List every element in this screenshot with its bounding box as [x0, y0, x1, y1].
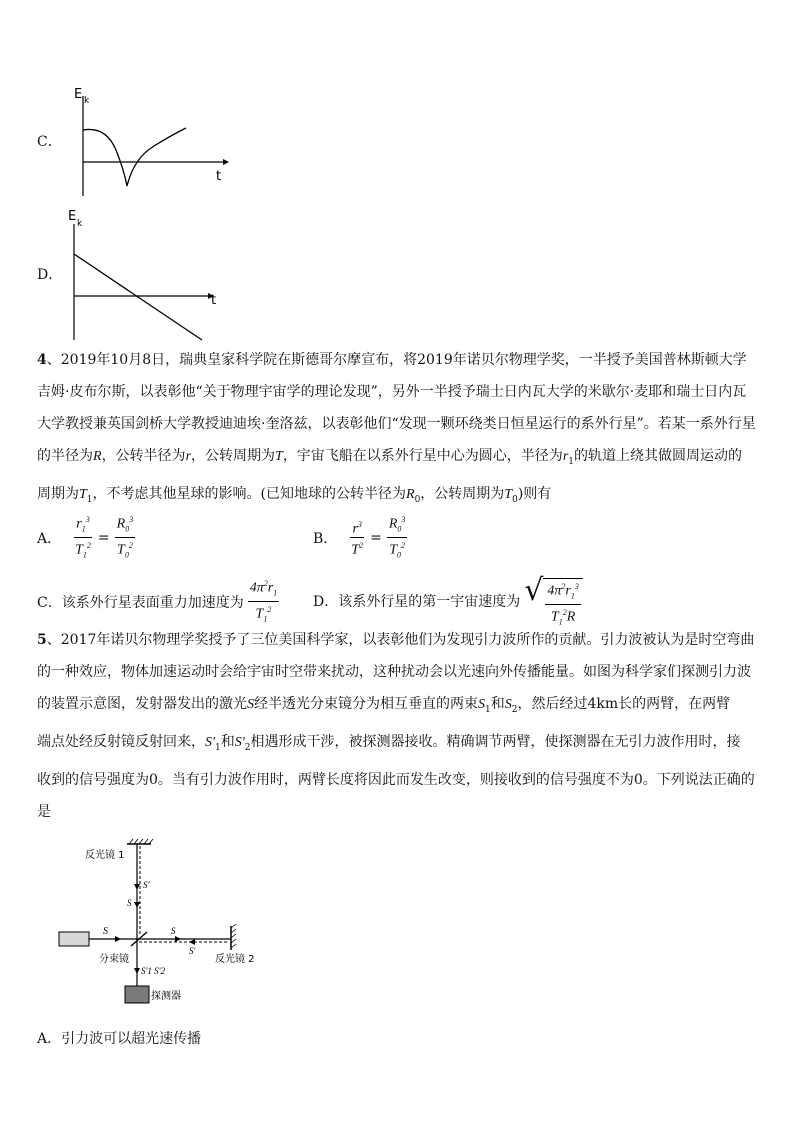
graph-d-xlabel: t — [211, 293, 217, 308]
graph-c-xlabel: t — [216, 169, 222, 184]
q4-line-2: 吉姆·皮布尔斯，以表彰他“关于物理宇宙学的理论发现”，另外一半授予瑞士日内瓦大学的米歇尔·麦耶和瑞士日内瓦 — [37, 384, 747, 400]
graph-d-line — [74, 254, 202, 340]
graph-d — [62, 206, 232, 344]
label-s1: S — [127, 898, 132, 908]
laser-emitter — [59, 932, 89, 946]
label-combined: S'1 S'2 — [141, 966, 166, 976]
q5-line-4: 端点处经反射镜反射回来，$S'_1$和$S'_2$相遇形成干涉，被探测器接收。精确调节两臂，使探测器在无引力波作用时，接 — [37, 733, 741, 753]
q4-option-a[interactable]: A． $\frac{r_1^3}{T_1^2}$ = $\frac{R_0^3}{T_0^2}$ — [37, 512, 137, 564]
graph-d-ylabel: E — [68, 209, 77, 224]
q4-line-4: 的半径为R，公转半径为r，公转周期为T，宇宙飞船在以系外行星中心为圆心，半径为$r_1$的轨道上绕其做圆周运动的 — [37, 448, 742, 467]
mirror-1-label: 反光镜 1 — [85, 850, 125, 861]
q5-line-2: 的一种效应，物体加速运动时会给宇宙时空带来扰动，这种扰动会以光速向外传播能量。如图为科学家们探测引力波 — [37, 664, 751, 680]
detector-box — [125, 986, 149, 1003]
q4-line-3: 大学教授兼英国剑桥大学教授迪迪埃·奎洛兹，以表彰他们“发现一颗环绕类日恒星运行的系外行星”。若某一系外行星 — [37, 416, 756, 432]
interferometer-diagram — [55, 836, 275, 1011]
question-4 — [37, 344, 759, 516]
label-s2: S — [171, 926, 176, 936]
label-s1-prime: S' — [143, 880, 150, 890]
graph-d-ysub: k — [77, 219, 83, 229]
q4-option-b[interactable]: B． $\frac{r^3}{T^2}$ = $\frac{R_0^3}{T_0^2}$ — [313, 512, 409, 564]
detector-label: 探测器 — [151, 991, 181, 1002]
mirror-2-label: 反光镜 2 — [215, 954, 255, 965]
label-s: S — [103, 926, 108, 937]
q4-line-1: 4、2019年10月8日，瑞典皇家科学院在斯德哥尔摩宣布，将2019年诺贝尔物理学奖，一半授予美国普林斯顿大学 — [37, 352, 747, 368]
q5-line-1: 5、2017年诺贝尔物理学奖授予了三位美国科学家，以表彰他们为发现引力波所作的贡献。引力波被认为是时空弯曲 — [37, 632, 755, 648]
graph-c-curve — [83, 128, 186, 186]
q5-line-5: 收到的信号强度为0。当有引力波作用时，两臂长度将因此而发生改变，则接收到的信号强度不为0。下列说法正确的 — [37, 771, 755, 788]
q5-line-3: 的装置示意图，发射器发出的激光S经半透光分束镜分为相互垂直的两束$S_1$和$S_2$，然后经过4km长的两臂，在两臂 — [37, 696, 731, 715]
q4-option-c[interactable]: C．该系外行星表面重力加速度为 $\frac{4\pi^2r_1}{T_1^2}$ — [37, 576, 281, 628]
q5-option-a[interactable]: A．引力波可以超光速传播 — [37, 1031, 202, 1047]
q4-line-5: 周期为$T_1$，不考虑其他星球的影响。(已知地球的公转半径为$R_0$，公转周期为$T_0$)则有 — [37, 485, 552, 505]
label-s2-prime: S' — [189, 946, 196, 956]
graph-c — [66, 84, 236, 199]
option-c-label: C． — [37, 134, 62, 150]
q4-option-d[interactable]: D．该系外行星的第一宇宙速度为 √ $\frac{4\pi^2r_1^3}{T_1^2R}$ — [313, 572, 583, 631]
option-d-label: D． — [37, 267, 63, 283]
graph-c-ylabel: E — [74, 87, 83, 102]
q5-line-6: 是 — [37, 803, 51, 820]
splitter-label: 分束镜 — [99, 954, 129, 965]
question-5 — [37, 624, 759, 828]
graph-c-ysub: k — [84, 96, 90, 106]
